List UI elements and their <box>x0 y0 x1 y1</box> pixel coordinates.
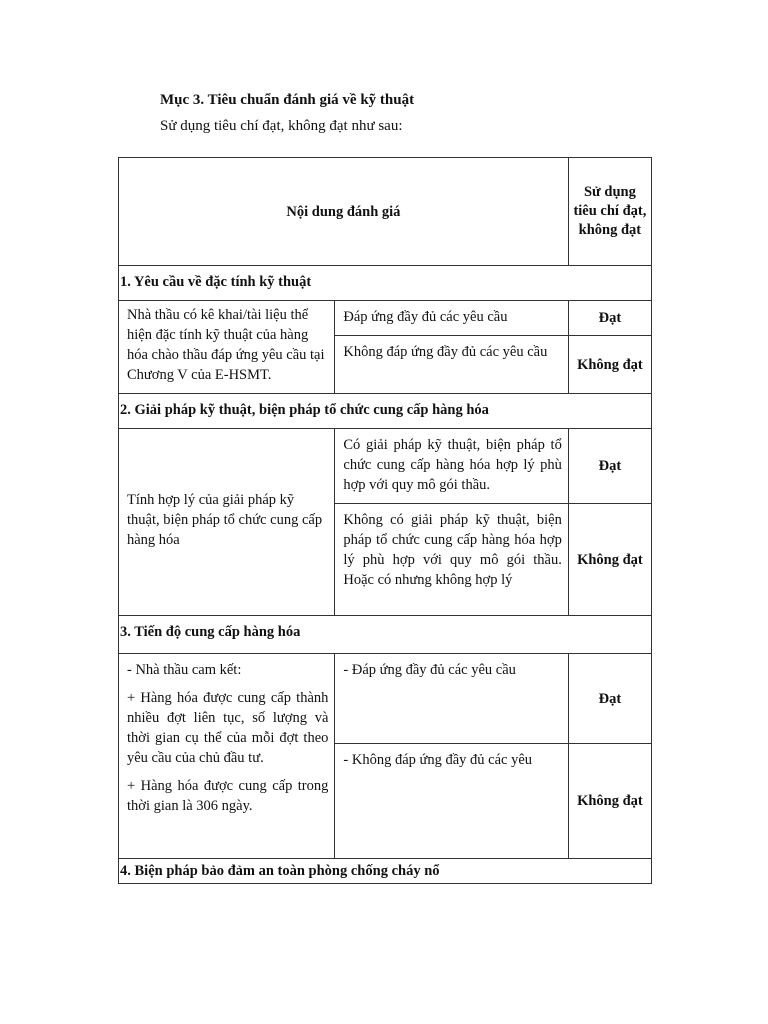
section-subheading: Sử dụng tiêu chí đạt, không đạt như sau: <box>160 118 403 134</box>
commitment-line: + Hàng hóa được cung cấp trong thời gian là 306 ngày. <box>127 778 329 814</box>
condition-3a: - Đáp ứng đầy đủ các yêu cầu <box>335 654 568 744</box>
condition-2b: Không có giải pháp kỹ thuật, biện pháp tổ chức cung cấp hàng hóa hợp lý phù hợp với quy mô gói thầu. Hoặc có nhưng không hợp lý <box>335 504 568 616</box>
result-2a: Đạt <box>568 429 651 504</box>
criteria-content-1: Nhà thầu có kê khai/tài liệu thể hiện đặc tính kỹ thuật của hàng hóa chào thầu đáp ứng yêu cầu tại Chương V của E-HSMT. <box>119 301 335 394</box>
evaluation-table <box>118 157 652 884</box>
condition-3b: - Không đáp ứng đầy đủ các yêu <box>335 744 568 859</box>
section-title-3: 3. Tiến độ cung cấp hàng hóa <box>119 616 652 654</box>
commitment-line: - Nhà thầu cam kết: <box>127 662 242 678</box>
result-3b: Không đạt <box>568 744 651 859</box>
section-title-2: 2. Giải pháp kỹ thuật, biện pháp tổ chức cung cấp hàng hóa <box>119 394 652 429</box>
condition-1a: Đáp ứng đầy đủ các yêu cầu <box>335 301 568 336</box>
result-1a: Đạt <box>568 301 651 336</box>
commitment-line: + Hàng hóa được cung cấp thành nhiều đợt liên tục, số lượng và thời gian cụ thể của mỗi đợt theo yêu cầu của chủ đầu tư. <box>127 690 329 766</box>
condition-2a: Có giải pháp kỹ thuật, biện pháp tổ chức cung cấp hàng hóa hợp lý phù hợp với quy mô gói thầu. <box>335 429 568 504</box>
section-title-4: 4. Biện pháp bảo đảm an toàn phòng chống cháy nổ <box>119 859 652 884</box>
header-content: Nội dung đánh giá <box>119 158 569 266</box>
section-heading: Mục 3. Tiêu chuẩn đánh giá về kỹ thuật <box>160 92 415 108</box>
result-2b: Không đạt <box>568 504 651 616</box>
criteria-content-2: Tính hợp lý của giải pháp kỹ thuật, biện pháp tổ chức cung cấp hàng hóa <box>119 429 335 616</box>
condition-1b: Không đáp ứng đầy đủ các yêu cầu <box>335 336 568 394</box>
header-criteria: Sử dụng tiêu chí đạt, không đạt <box>568 158 651 266</box>
section-title-1: 1. Yêu cầu về đặc tính kỹ thuật <box>119 266 652 301</box>
result-1b: Không đạt <box>568 336 651 394</box>
criteria-content-3 <box>119 654 335 859</box>
result-3a: Đạt <box>568 654 651 744</box>
